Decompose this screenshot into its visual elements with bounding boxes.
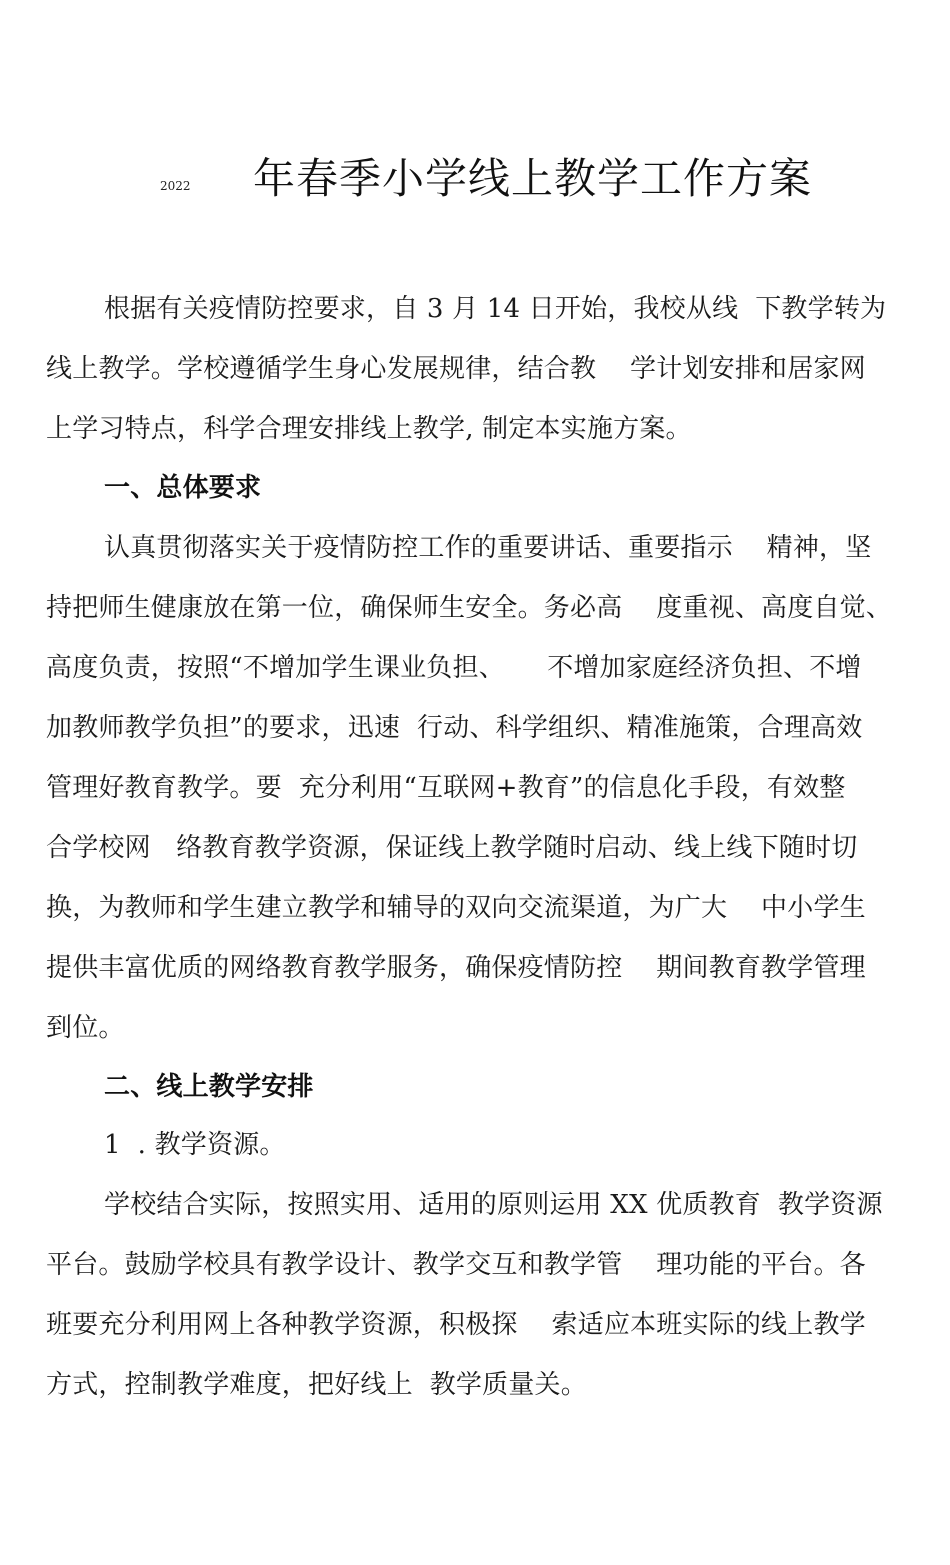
paragraph-line: 提供丰富优质的网络教育教学服务，确保疫情防控 期间教育教学管理 [46,953,866,983]
subsection-heading: 1 . 教学资源。 [104,1130,286,1160]
paragraph-line: 方式，控制教学难度，把好线上 教学质量关。 [46,1370,587,1400]
section-heading: 一、总体要求 [104,473,262,503]
paragraph-line: 加教师教学负担”的要求，迅速 行动、科学组织、精准施策，合理高效 [46,713,863,743]
section-heading: 二、线上教学安排 [104,1072,314,1102]
paragraph-line: 持把师生健康放在第一位，确保师生安全。务必高 度重视、高度自觉、 [46,593,893,623]
paragraph-line: 换，为教师和学生建立教学和辅导的双向交流渠道，为广大 中小学生 [46,893,866,923]
paragraph-line: 合学校网 络教育教学资源，保证线上教学随时启动、线上线下随时切 [46,833,858,863]
paragraph-line: 上学习特点，科学合理安排线上教学, 制定本实施方案。 [46,414,692,444]
paragraph-line: 高度负责，按照“不增加学生课业负担、 不增加家庭经济负担、不增 [46,653,862,683]
paragraph-line: 线上教学。学校遵循学生身心发展规律，结合教 学计划安排和居家网 [46,354,866,384]
paragraph-line: 班要充分利用网上各种教学资源，积极探 索适应本班实际的线上教学 [46,1310,866,1340]
paragraph-line: 根据有关疫情防控要求，自 3 月 14 日开始，我校从线 下教学转为 [104,294,887,324]
paragraph-line: 认真贯彻落实关于疫情防控工作的重要讲话、重要指示 精神，坚 [104,533,872,563]
paragraph-line: 学校结合实际，按照实用、适用的原则运用 XX 优质教育 教学资源 [104,1190,883,1220]
title-year: 2022 [160,179,191,193]
document-title: 年春季小学线上教学工作方案 [253,154,813,203]
paragraph-line: 管理好教育教学。要 充分利用“互联网+教育”的信息化手段，有效整 [46,773,846,803]
paragraph-line: 到位。 [46,1013,125,1043]
paragraph-line: 平台。鼓励学校具有教学设计、教学交互和教学管 理功能的平台。各 [46,1250,866,1280]
